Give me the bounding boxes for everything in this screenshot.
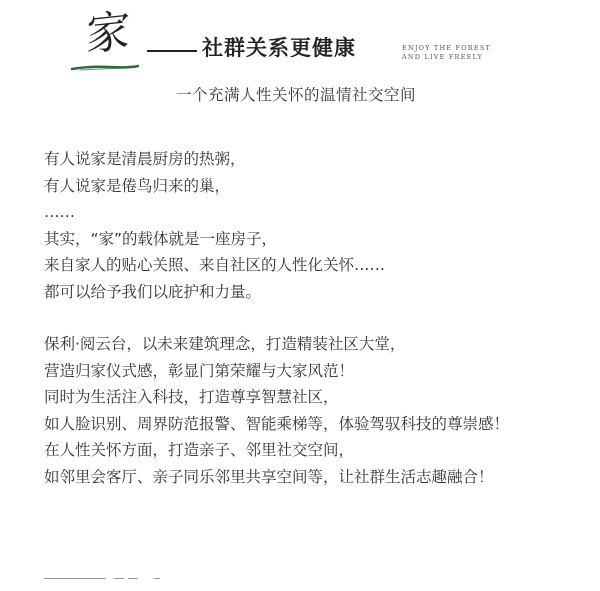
header xyxy=(0,0,600,120)
text-line: 有人说家是清晨厨房的热粥， xyxy=(44,150,246,168)
paragraph-2 xyxy=(44,331,596,490)
title-dash-line xyxy=(147,50,197,52)
text-line: 都可以给予我们以庇护和力量。 xyxy=(44,282,262,301)
text-line: 其实，“家”的载体就是一座房子， xyxy=(44,229,278,248)
text-line: 同时为生活注入科技，打造尊享智慧社区， xyxy=(44,388,339,406)
english-line-1: ENJOY THE FOREST xyxy=(402,44,492,52)
text-line: 如邻里会客厅、亲子同乐邻里共享空间等，让社群生活志趣融合！ xyxy=(44,467,494,486)
main-title: 社群关系更健康 xyxy=(202,36,356,60)
body-text xyxy=(44,146,596,490)
text-line: 在人性关怀方面，打造亲子、邻里社交空间， xyxy=(44,441,355,459)
calligraphy-character: 家 xyxy=(85,5,131,62)
text-line: 保利·阅云台，以未来建筑理念，打造精装社区大堂， xyxy=(44,335,406,353)
page-subtitle: 一个充满人性关怀的温情社交空间 xyxy=(176,86,417,104)
paragraph-1 xyxy=(44,146,596,305)
english-line-2: AND LIVE FREELY xyxy=(402,53,484,61)
text-line: 来自家人的贴心关照、来自社区的人性化关怀…… xyxy=(44,256,386,274)
text-line: 有人说家是倦鸟归来的巢， xyxy=(44,176,231,195)
bottom-divider xyxy=(44,578,174,580)
text-line: 营造归家仪式感，彰显门第荣耀与大家风范！ xyxy=(44,361,355,380)
text-line: 如人脸识别、周界防范报警、智能乘梯等，体验驾驭科技的尊崇感！ xyxy=(44,414,510,433)
text-line: …… xyxy=(44,203,75,221)
brush-stroke-decoration xyxy=(70,64,140,72)
english-subtitle xyxy=(402,44,491,62)
